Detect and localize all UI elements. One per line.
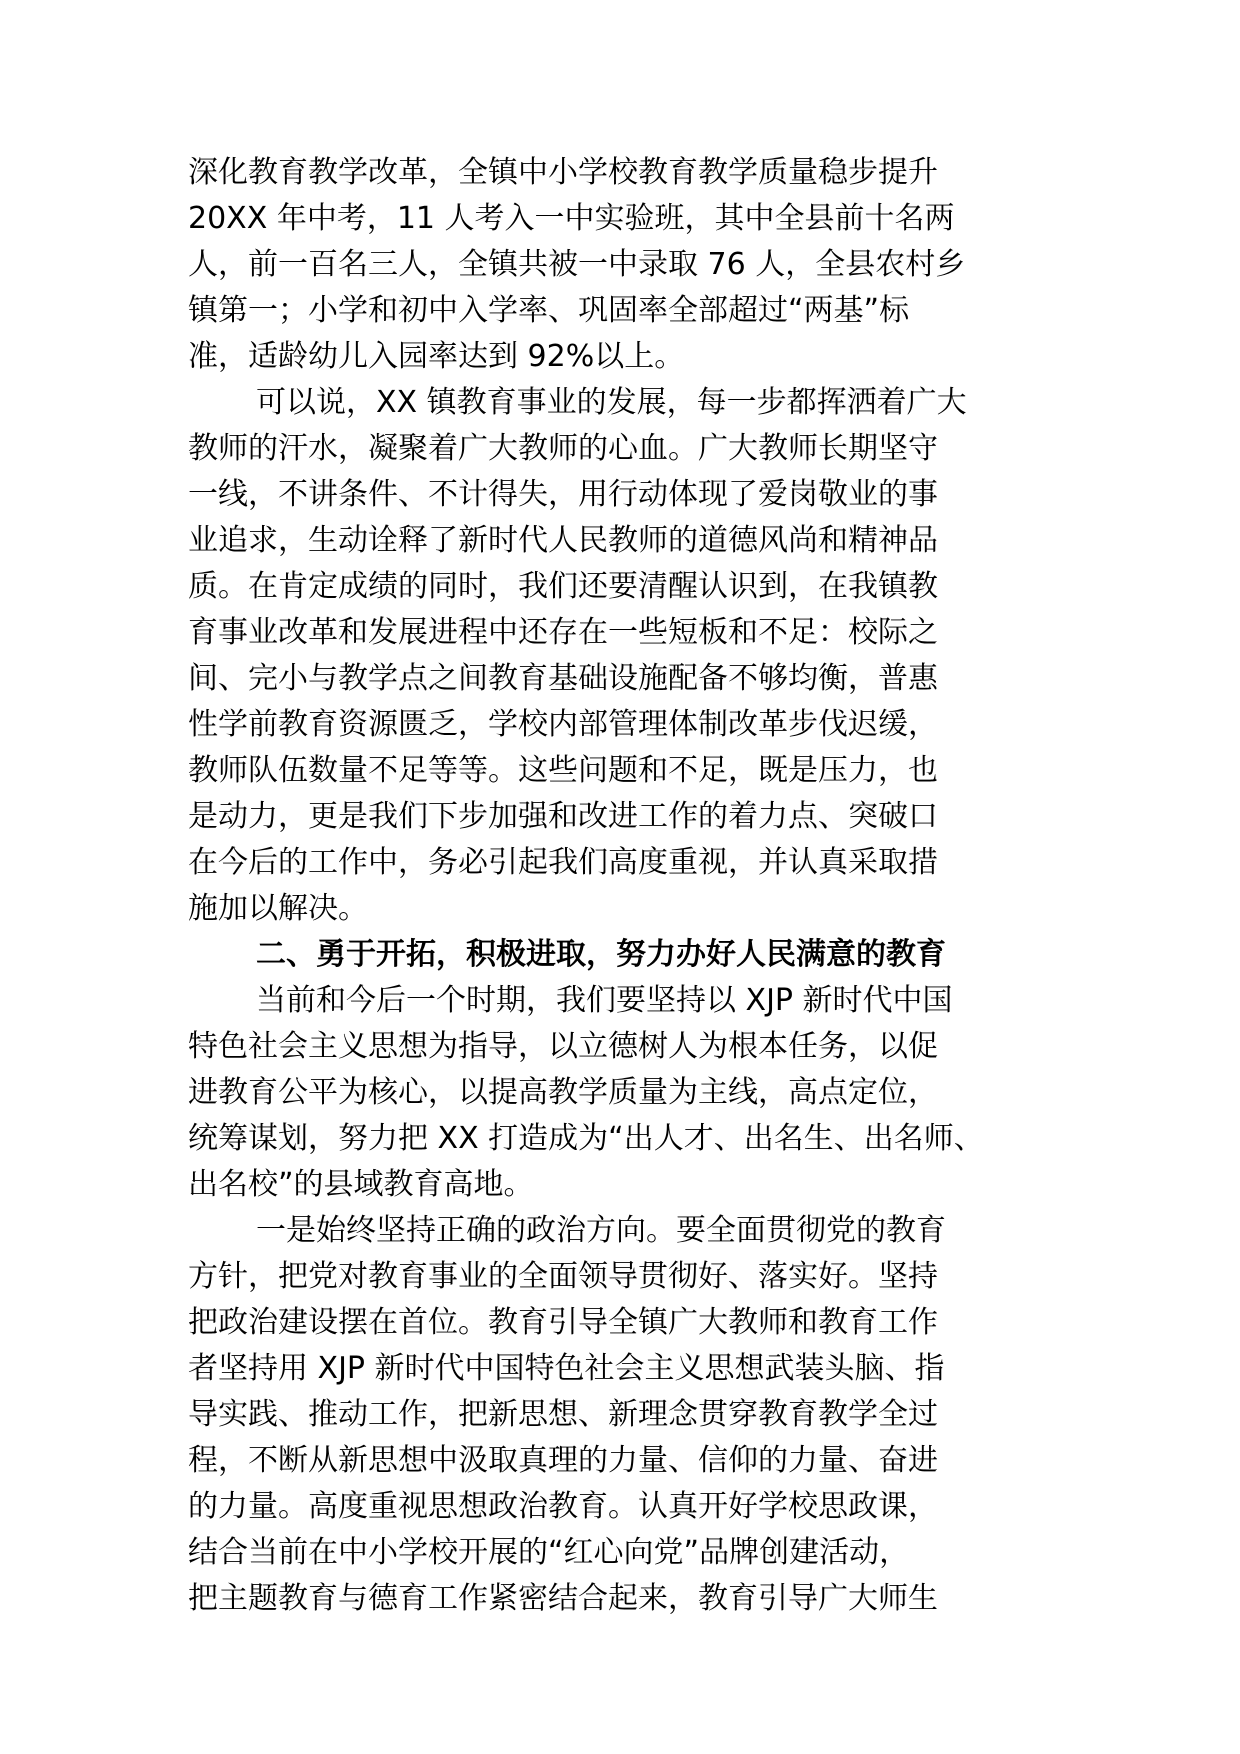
text-line: 人，前一百名三人，全镇共被一中录取 76 人，全县农村乡 xyxy=(188,247,966,282)
text-line: 出名校”的县域教育高地。 xyxy=(188,1167,534,1202)
text-line: 把主题教育与德育工作紧密结合起来，教育引导广大师生 xyxy=(188,1581,938,1616)
text-line: 程，不断从新思想中汲取真理的力量、信仰的力量、奋进 xyxy=(188,1443,938,1478)
text-line: 进教育公平为核心，以提高教学质量为主线，高点定位， xyxy=(188,1075,938,1110)
text-line: 是动力，更是我们下步加强和改进工作的着力点、突破口 xyxy=(188,799,938,834)
text-line: 特色社会主义思想为指导，以立德树人为根本任务，以促 xyxy=(188,1029,938,1064)
text-line: 的力量。高度重视思想政治教育。认真开好学校思政课， xyxy=(188,1489,938,1524)
text-line: 性学前教育资源匮乏，学校内部管理体制改革步伐迟缓， xyxy=(188,707,938,742)
text-line: 一是始终坚持正确的政治方向。要全面贯彻党的教育 xyxy=(256,1213,946,1248)
text-line: 育事业改革和发展进程中还存在一些短板和不足：校际之 xyxy=(188,615,938,650)
text-line: 结合当前在中小学校开展的“红心向党”品牌创建活动， xyxy=(188,1535,910,1570)
text-line: 方针，把党对教育事业的全面领导贯彻好、落实好。坚持 xyxy=(188,1259,938,1294)
text-line: 者坚持用 XJP 新时代中国特色社会主义思想武装头脑、指 xyxy=(188,1351,945,1386)
section-heading: 二、勇于开拓，积极进取，努力办好人民满意的教育 xyxy=(256,937,946,972)
text-line: 统筹谋划，努力把 XX 打造成为“出人才、出名生、出名师、 xyxy=(188,1121,984,1156)
text-line: 把政治建设摆在首位。教育引导全镇广大教师和教育工作 xyxy=(188,1305,938,1340)
text-line: 间、完小与教学点之间教育基础设施配备不够均衡，普惠 xyxy=(188,661,938,696)
text-line: 教师的汗水，凝聚着广大教师的心血。广大教师长期坚守 xyxy=(188,431,938,466)
body-text xyxy=(188,150,1068,1622)
text-line: 深化教育教学改革，全镇中小学校教育教学质量稳步提升 xyxy=(188,155,938,190)
text-line: 教师队伍数量不足等等。这些问题和不足，既是压力，也 xyxy=(188,753,938,788)
text-line: 20XX 年中考，11 人考入一中实验班，其中全县前十名两 xyxy=(188,201,955,236)
text-line: 导实践、推动工作，把新思想、新理念贯穿教育教学全过 xyxy=(188,1397,938,1432)
text-line: 准，适龄幼儿入园率达到 92%以上。 xyxy=(188,339,685,374)
text-line: 质。在肯定成绩的同时，我们还要清醒认识到，在我镇教 xyxy=(188,569,938,604)
text-line: 在今后的工作中，务必引起我们高度重视，并认真采取措 xyxy=(188,845,938,880)
text-line: 业追求，生动诠释了新时代人民教师的道德风尚和精神品 xyxy=(188,523,938,558)
text-line: 一线，不讲条件、不计得失，用行动体现了爱岗敬业的事 xyxy=(188,477,938,512)
text-line: 镇第一；小学和初中入学率、巩固率全部超过“两基”标 xyxy=(188,293,910,328)
text-line: 当前和今后一个时期，我们要坚持以 XJP 新时代中国 xyxy=(256,983,953,1018)
text-line: 施加以解决。 xyxy=(188,891,368,926)
text-line: 可以说，XX 镇教育事业的发展，每一步都挥洒着广大 xyxy=(256,385,967,420)
